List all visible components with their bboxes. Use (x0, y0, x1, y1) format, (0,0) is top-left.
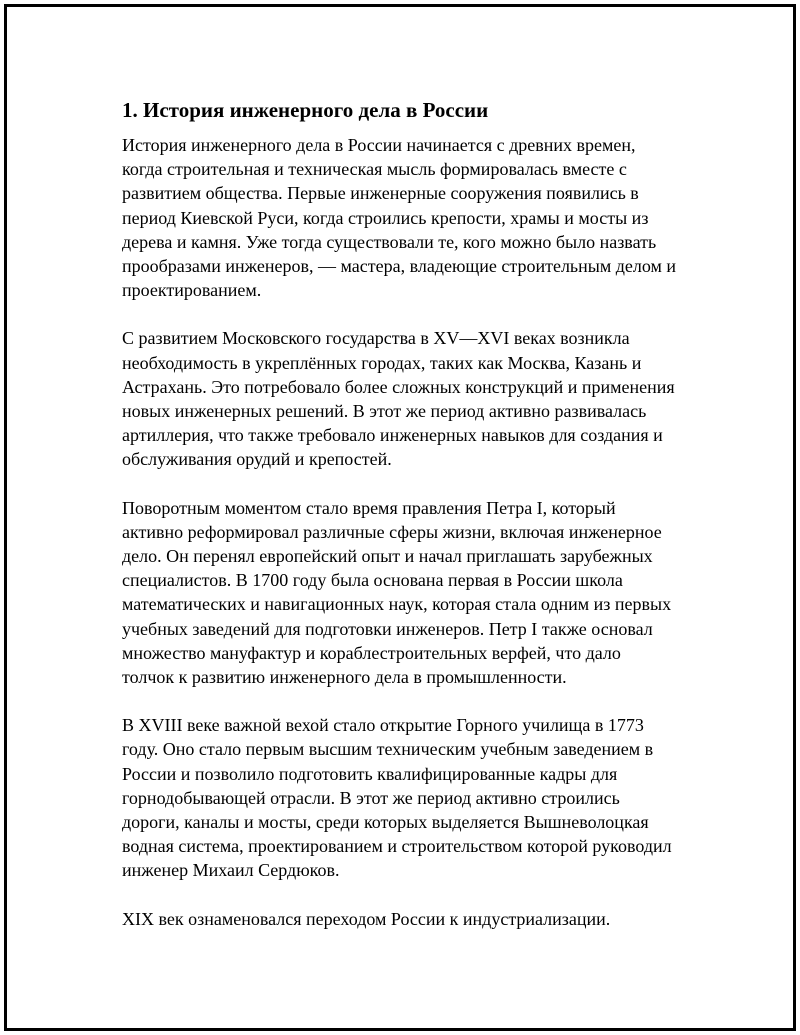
paragraph-18th-century: В XVIII веке важной вехой стало открытие Горного училища в 1773 году. Оно стало первым высшим техническим учебным заведением в России и позволило подготовить квалифицированные кадры для горнодобывающей отрасли. В этот же период активно строились дороги, каналы и мосты, среди которых выделяется Вышневолоцкая водная система, проектированием и строительством которой руководил инженер Михаил Сердюков. (122, 715, 672, 881)
document-body (122, 95, 712, 955)
paragraph-peter-the-great: Поворотным моментом стало время правления Петра I, который активно реформировал различные сферы жизни, включая инженерное дело. Он перенял европейский опыт и начал приглашать зарубежных специалистов. В 1700 году была основана первая в России школа математических и навигационных наук, которая стала одним из первых учебных заведений для подготовки инженеров. Петр I также основал множество мануфактур и кораблестроительных верфей, что дало толчок к развитию инженерного дела в промышленности. (122, 497, 672, 688)
page-frame (4, 4, 796, 1031)
paragraph-moscow-state: С развитием Московского государства в XV—XVI веках возникла необходимость в укреплённых городах, таких как Москва, Казань и Астрахань. Это потребовало более сложных конструкций и применения новых инженерных решений. В этот же период активно развивалась артиллерия, что также требовало инженерных навыков для создания и обслуживания орудий и крепостей. (122, 328, 675, 470)
paragraph-kievan-rus: История инженерного дела в России начинается с древних времен, когда строительная и техническая мысль формировалась вместе с развитием общества. Первые инженерные сооружения появились в период Киевской Руси, когда строились крепости, храмы и мосты из дерева и камня. Уже тогда существовали те, кого можно было назвать прообразами инженеров, — мастера, владеющие строительным делом и проектированием. (122, 135, 677, 301)
section-heading: 1. История инженерного дела в России (122, 98, 489, 122)
paragraph-19th-century: XIX век ознаменовался переходом России к индустриализации. (122, 908, 611, 929)
